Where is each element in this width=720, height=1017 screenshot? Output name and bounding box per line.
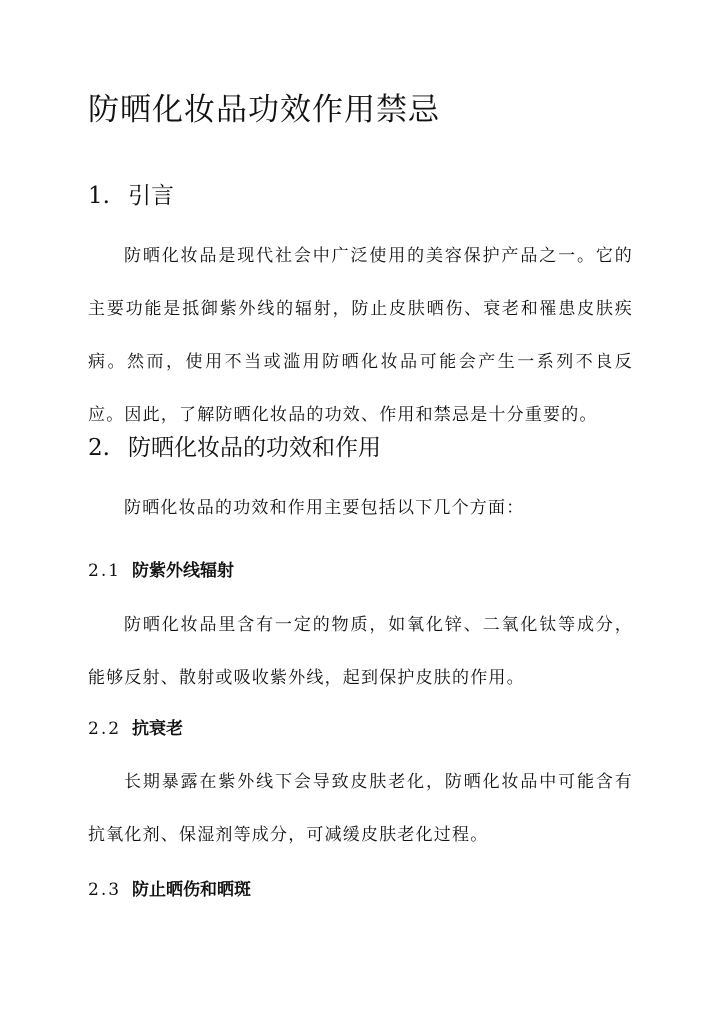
document-title: 防晒化妆品功效作用禁忌	[88, 92, 440, 128]
subsection-heading-2-3	[88, 875, 251, 900]
section-title: 引言	[128, 183, 174, 209]
subsection-title: 抗衰老	[132, 719, 183, 739]
subsection-number: 2.1	[88, 561, 122, 581]
section-number: 2.	[88, 435, 110, 461]
subsection-number: 2.2	[88, 719, 122, 739]
subsection-heading-2-2	[88, 714, 183, 739]
section-paragraph-1: 防晒化妆品是现代社会中广泛使用的美容保护产品之一。它的主要功能是抵御紫外线的辐射，防止皮肤晒伤、衰老和罹患皮肤疾病。然而，使用不当或滥用防晒化妆品可能会产生一系列不良反应。因此，了解防晒化妆品的功效、作用和禁忌是十分重要的。	[88, 246, 633, 425]
subsection-paragraph-2-1: 防晒化妆品里含有一定的物质，如氧化锌、二氧化钛等成分，能够反射、散射或吸收紫外线，起到保护皮肤的作用。	[88, 615, 633, 688]
subsection-number: 2.3	[88, 880, 122, 900]
section-heading-1	[88, 177, 174, 210]
subsection-title: 防止晒伤和晒斑	[132, 880, 251, 900]
section-number: 1.	[88, 183, 110, 209]
section-title: 防晒化妆品的功效和作用	[128, 435, 381, 461]
section-heading-2	[88, 429, 381, 462]
section-paragraph-2: 防晒化妆品的功效和作用主要包括以下几个方面：	[124, 498, 525, 518]
subsection-paragraph-2-2: 长期暴露在紫外线下会导致皮肤老化，防晒化妆品中可能含有抗氧化剂、保湿剂等成分，可减缓皮肤老化过程。	[88, 772, 633, 845]
subsection-title: 防紫外线辐射	[132, 561, 234, 581]
subsection-heading-2-1	[88, 556, 234, 581]
